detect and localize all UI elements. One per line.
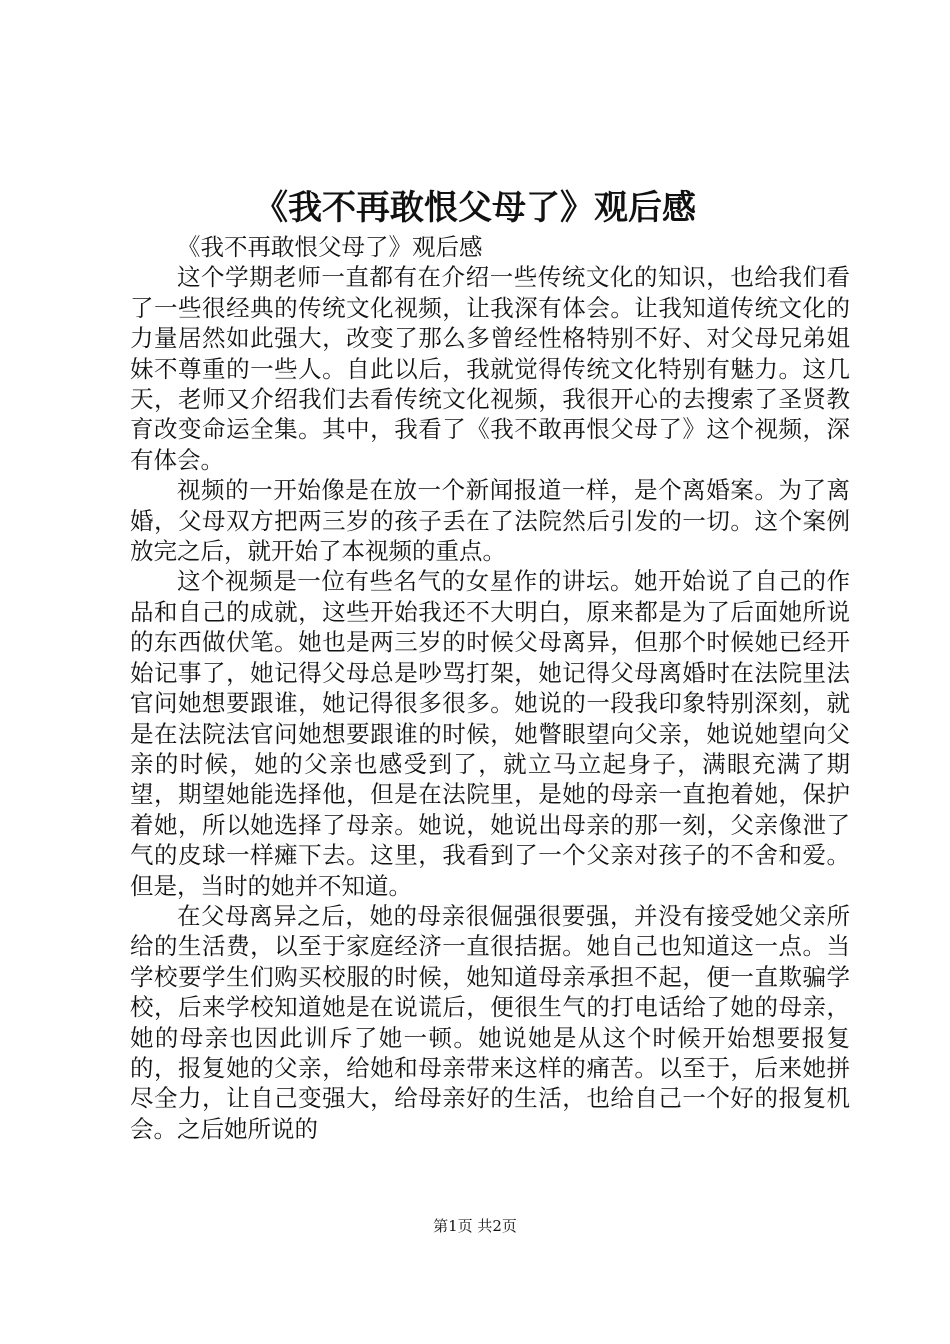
body-paragraph: 视频的一开始像是在放一个新闻报道一样，是个离婚案。为了离婚，父母双方把两三岁的孩子丢在了法院然后引发的一切。这个案例放完之后，就开始了本视频的重点。 xyxy=(130,476,850,566)
body-paragraph: 这个学期老师一直都有在介绍一些传统文化的知识，也给我们看了一些很经典的传统文化视频，让我深有体会。让我知道传统文化的力量居然如此强大，改变了那么多曾经性格特别不好、对父母兄弟姐妹不尊重的一些人。自此以后，我就觉得传统文化特别有魅力。这几天，老师又介绍我们去看传统文化视频，我很开心的去搜索了圣贤教育改变命运全集。其中，我看了《我不敢再恨父母了》这个视频，深有体会。 xyxy=(130,263,850,474)
subtitle-paragraph: 《我不再敢恨父母了》观后感 xyxy=(177,233,483,261)
body-paragraph: 这个视频是一位有些名气的女星作的讲坛。她开始说了自己的作品和自己的成就，这些开始我还不大明白，原来都是为了后面她所说的东西做伏笔。她也是两三岁的时候父母离异，但那个时候她已经开始记事了，她记得父母总是吵骂打架，她记得父母离婚时在法院里法官问她想要跟谁，她记得很多很多。她说的一段我印象特别深刻，就是在法院法官问她想要跟谁的时候，她瞥眼望向父亲，她说她望向父亲的时候，她的父亲也感受到了，就立马立起身子，满眼充满了期望，期望她能选择他，但是在法院里，是她的母亲一直抱着她，保护着她，所以她选择了母亲。她说，她说出母亲的那一刻，父亲像泄了气的皮球一样瘫下去。这里，我看到了一个父亲对孩子的不舍和爱。但是，当时的她并不知道。 xyxy=(130,567,850,900)
document-body xyxy=(130,232,850,1144)
document-title: 《我不再敢恨父母了》观后感 xyxy=(254,188,696,228)
page-footer: 第1页 共2页 xyxy=(433,1217,517,1235)
body-paragraph: 在父母离异之后，她的母亲很倔强很要强，并没有接受她父亲所给的生活费，以至于家庭经济一直很拮据。她自己也知道这一点。当学校要学生们购买校服的时候，她知道母亲承担不起，便一直欺骗学校，后来学校知道她是在说谎后，便很生气的打电话给了她的母亲，她的母亲也因此训斥了她一顿。她说她是从这个时候开始想要报复的，报复她的父亲，给她和母亲带来这样的痛苦。以至于，后来她拼尽全力，让自己变强大，给母亲好的生活，也给自己一个好的报复机会。之后她所说的 xyxy=(130,901,850,1143)
